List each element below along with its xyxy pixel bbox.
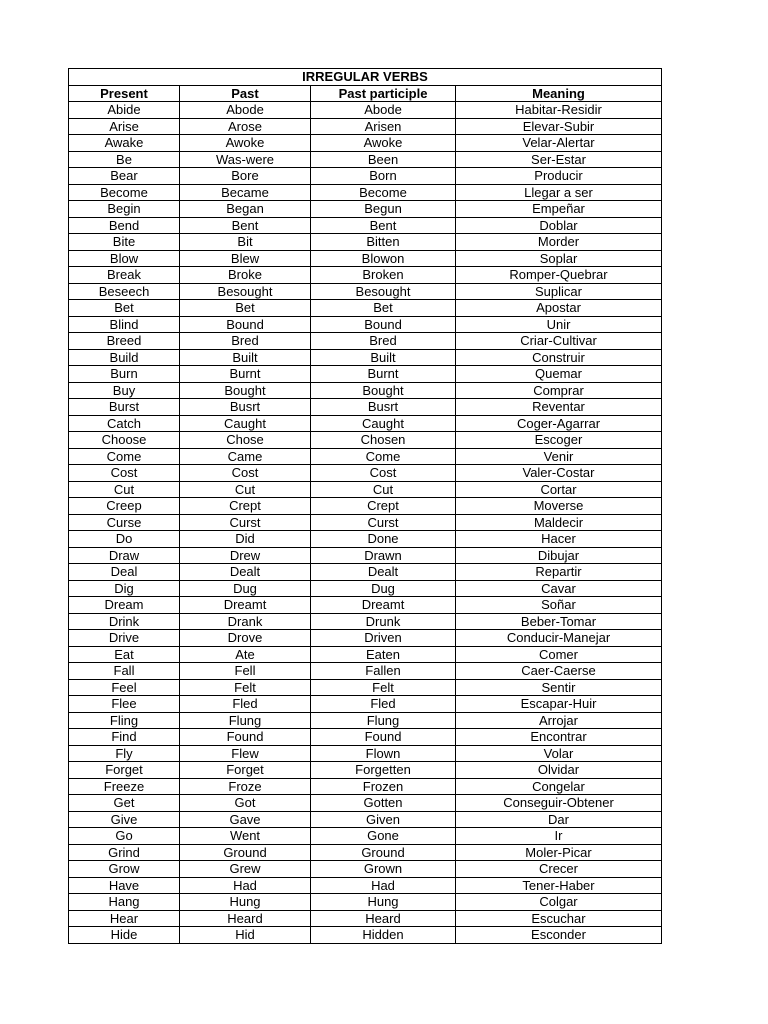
cell-past: Abode xyxy=(180,102,311,119)
cell-past-participle: Awoke xyxy=(311,135,456,152)
cell-present: Fly xyxy=(69,745,180,762)
cell-meaning: Caer-Caerse xyxy=(456,663,662,680)
cell-present: Blow xyxy=(69,250,180,267)
cell-past: Became xyxy=(180,184,311,201)
cell-past: Found xyxy=(180,729,311,746)
cell-present: Feel xyxy=(69,679,180,696)
cell-present: Bend xyxy=(69,217,180,234)
cell-present: Hide xyxy=(69,927,180,944)
cell-meaning: Cortar xyxy=(456,481,662,498)
cell-past-participle: Born xyxy=(311,168,456,185)
cell-present: Forget xyxy=(69,762,180,779)
cell-past: Bred xyxy=(180,333,311,350)
cell-past: Ground xyxy=(180,844,311,861)
cell-present: Beseech xyxy=(69,283,180,300)
cell-meaning: Dibujar xyxy=(456,547,662,564)
cell-past: Had xyxy=(180,877,311,894)
cell-past-participle: Eaten xyxy=(311,646,456,663)
cell-past: Drove xyxy=(180,630,311,647)
cell-present: Arise xyxy=(69,118,180,135)
cell-past: Grew xyxy=(180,861,311,878)
table-row xyxy=(69,696,662,713)
cell-meaning: Ir xyxy=(456,828,662,845)
cell-past: Began xyxy=(180,201,311,218)
cell-past-participle: Dealt xyxy=(311,564,456,581)
cell-present: Find xyxy=(69,729,180,746)
cell-past: Froze xyxy=(180,778,311,795)
table-row xyxy=(69,877,662,894)
cell-meaning: Esconder xyxy=(456,927,662,944)
table-row xyxy=(69,795,662,812)
cell-meaning: Beber-Tomar xyxy=(456,613,662,630)
cell-past: Felt xyxy=(180,679,311,696)
table-row xyxy=(69,234,662,251)
cell-past-participle: Gotten xyxy=(311,795,456,812)
table-title: IRREGULAR VERBS xyxy=(69,69,662,86)
cell-meaning: Encontrar xyxy=(456,729,662,746)
cell-meaning: Escoger xyxy=(456,432,662,449)
cell-present: Give xyxy=(69,811,180,828)
table-row xyxy=(69,102,662,119)
cell-past-participle: Fled xyxy=(311,696,456,713)
cell-past: Flung xyxy=(180,712,311,729)
table-row xyxy=(69,745,662,762)
cell-past: Fled xyxy=(180,696,311,713)
table-row xyxy=(69,894,662,911)
cell-meaning: Habitar-Residir xyxy=(456,102,662,119)
cell-past-participle: Caught xyxy=(311,415,456,432)
cell-meaning: Volar xyxy=(456,745,662,762)
table-row xyxy=(69,762,662,779)
cell-present: Get xyxy=(69,795,180,812)
table-row xyxy=(69,448,662,465)
cell-past-participle: Frozen xyxy=(311,778,456,795)
table-row xyxy=(69,415,662,432)
cell-meaning: Elevar-Subir xyxy=(456,118,662,135)
cell-past: Besought xyxy=(180,283,311,300)
cell-past: Busrt xyxy=(180,399,311,416)
table-row xyxy=(69,498,662,515)
cell-past-participle: Blowon xyxy=(311,250,456,267)
cell-present: Awake xyxy=(69,135,180,152)
cell-present: Dig xyxy=(69,580,180,597)
table-row xyxy=(69,349,662,366)
cell-past-participle: Felt xyxy=(311,679,456,696)
table-row xyxy=(69,184,662,201)
cell-past: Dug xyxy=(180,580,311,597)
document-sheet xyxy=(68,68,661,944)
cell-past: Bit xyxy=(180,234,311,251)
cell-meaning: Ser-Estar xyxy=(456,151,662,168)
cell-present: Do xyxy=(69,531,180,548)
table-header-row xyxy=(69,85,662,102)
cell-present: Cost xyxy=(69,465,180,482)
column-header-past-participle: Past participle xyxy=(311,85,456,102)
cell-past-participle: Gone xyxy=(311,828,456,845)
table-row xyxy=(69,382,662,399)
table-row xyxy=(69,630,662,647)
cell-past: Got xyxy=(180,795,311,812)
table-row xyxy=(69,217,662,234)
cell-past: Was-were xyxy=(180,151,311,168)
cell-past: Hung xyxy=(180,894,311,911)
cell-past-participle: Burnt xyxy=(311,366,456,383)
cell-past-participle: Bent xyxy=(311,217,456,234)
cell-past: Caught xyxy=(180,415,311,432)
cell-past-participle: Busrt xyxy=(311,399,456,416)
cell-meaning: Colgar xyxy=(456,894,662,911)
cell-past: Came xyxy=(180,448,311,465)
cell-past-participle: Had xyxy=(311,877,456,894)
cell-present: Deal xyxy=(69,564,180,581)
cell-present: Bite xyxy=(69,234,180,251)
cell-meaning: Moler-Picar xyxy=(456,844,662,861)
cell-present: Draw xyxy=(69,547,180,564)
cell-present: Fall xyxy=(69,663,180,680)
table-row xyxy=(69,300,662,317)
cell-meaning: Venir xyxy=(456,448,662,465)
cell-past: Fell xyxy=(180,663,311,680)
cell-meaning: Coger-Agarrar xyxy=(456,415,662,432)
cell-past-participle: Bet xyxy=(311,300,456,317)
cell-meaning: Empeñar xyxy=(456,201,662,218)
cell-present: Hang xyxy=(69,894,180,911)
table-row xyxy=(69,910,662,927)
table-row xyxy=(69,135,662,152)
cell-past: Cost xyxy=(180,465,311,482)
cell-present: Bear xyxy=(69,168,180,185)
column-header-present: Present xyxy=(69,85,180,102)
cell-past: Did xyxy=(180,531,311,548)
cell-past-participle: Bought xyxy=(311,382,456,399)
cell-past-participle: Cost xyxy=(311,465,456,482)
cell-meaning: Reventar xyxy=(456,399,662,416)
table-row xyxy=(69,267,662,284)
cell-past-participle: Heard xyxy=(311,910,456,927)
cell-present: Buy xyxy=(69,382,180,399)
table-row xyxy=(69,514,662,531)
cell-past-participle: Done xyxy=(311,531,456,548)
cell-present: Eat xyxy=(69,646,180,663)
table-row xyxy=(69,580,662,597)
cell-present: Come xyxy=(69,448,180,465)
cell-past: Broke xyxy=(180,267,311,284)
table-row xyxy=(69,432,662,449)
cell-present: Burn xyxy=(69,366,180,383)
cell-meaning: Criar-Cultivar xyxy=(456,333,662,350)
column-header-past: Past xyxy=(180,85,311,102)
cell-past: Cut xyxy=(180,481,311,498)
cell-present: Grow xyxy=(69,861,180,878)
cell-present: Go xyxy=(69,828,180,845)
cell-present: Fling xyxy=(69,712,180,729)
cell-present: Catch xyxy=(69,415,180,432)
cell-meaning: Congelar xyxy=(456,778,662,795)
cell-past-participle: Become xyxy=(311,184,456,201)
cell-past-participle: Curst xyxy=(311,514,456,531)
cell-past-participle: Flung xyxy=(311,712,456,729)
cell-past-participle: Flown xyxy=(311,745,456,762)
cell-present: Break xyxy=(69,267,180,284)
cell-past-participle: Ground xyxy=(311,844,456,861)
table-row xyxy=(69,151,662,168)
cell-meaning: Quemar xyxy=(456,366,662,383)
cell-meaning: Soñar xyxy=(456,597,662,614)
table-row xyxy=(69,861,662,878)
cell-past-participle: Been xyxy=(311,151,456,168)
cell-present: Hear xyxy=(69,910,180,927)
cell-meaning: Tener-Haber xyxy=(456,877,662,894)
cell-present: Freeze xyxy=(69,778,180,795)
cell-present: Choose xyxy=(69,432,180,449)
cell-past-participle: Begun xyxy=(311,201,456,218)
cell-past: Heard xyxy=(180,910,311,927)
cell-present: Begin xyxy=(69,201,180,218)
cell-past-participle: Grown xyxy=(311,861,456,878)
cell-past: Bought xyxy=(180,382,311,399)
cell-present: Drive xyxy=(69,630,180,647)
table-row xyxy=(69,366,662,383)
table-row xyxy=(69,927,662,944)
cell-present: Burst xyxy=(69,399,180,416)
cell-present: Creep xyxy=(69,498,180,515)
table-row xyxy=(69,118,662,135)
cell-meaning: Llegar a ser xyxy=(456,184,662,201)
cell-meaning: Morder xyxy=(456,234,662,251)
cell-past: Flew xyxy=(180,745,311,762)
cell-past-participle: Besought xyxy=(311,283,456,300)
cell-past-participle: Found xyxy=(311,729,456,746)
table-row xyxy=(69,844,662,861)
cell-past-participle: Built xyxy=(311,349,456,366)
cell-present: Flee xyxy=(69,696,180,713)
table-row xyxy=(69,168,662,185)
cell-past-participle: Hidden xyxy=(311,927,456,944)
table-row xyxy=(69,828,662,845)
cell-meaning: Cavar xyxy=(456,580,662,597)
cell-present: Build xyxy=(69,349,180,366)
cell-past: Ate xyxy=(180,646,311,663)
table-row xyxy=(69,465,662,482)
cell-past: Bore xyxy=(180,168,311,185)
table-row xyxy=(69,613,662,630)
cell-past-participle: Bound xyxy=(311,316,456,333)
cell-meaning: Sentir xyxy=(456,679,662,696)
cell-meaning: Escuchar xyxy=(456,910,662,927)
table-row xyxy=(69,646,662,663)
cell-present: Dream xyxy=(69,597,180,614)
cell-past: Chose xyxy=(180,432,311,449)
cell-past: Blew xyxy=(180,250,311,267)
table-row xyxy=(69,564,662,581)
cell-past: Dreamt xyxy=(180,597,311,614)
table-row xyxy=(69,399,662,416)
cell-past-participle: Driven xyxy=(311,630,456,647)
cell-meaning: Hacer xyxy=(456,531,662,548)
table-row xyxy=(69,481,662,498)
table-row xyxy=(69,729,662,746)
table-row xyxy=(69,531,662,548)
cell-past-participle: Come xyxy=(311,448,456,465)
cell-meaning: Maldecir xyxy=(456,514,662,531)
cell-past-participle: Dreamt xyxy=(311,597,456,614)
table-row xyxy=(69,250,662,267)
cell-past: Drew xyxy=(180,547,311,564)
cell-past: Dealt xyxy=(180,564,311,581)
cell-meaning: Conducir-Manejar xyxy=(456,630,662,647)
cell-past: Awoke xyxy=(180,135,311,152)
cell-past: Forget xyxy=(180,762,311,779)
table-row xyxy=(69,283,662,300)
cell-meaning: Valer-Costar xyxy=(456,465,662,482)
cell-past: Bet xyxy=(180,300,311,317)
cell-meaning: Doblar xyxy=(456,217,662,234)
table-body xyxy=(69,102,662,944)
cell-present: Be xyxy=(69,151,180,168)
cell-past-participle: Arisen xyxy=(311,118,456,135)
cell-meaning: Velar-Alertar xyxy=(456,135,662,152)
table-title-row xyxy=(69,69,662,86)
cell-meaning: Conseguir-Obtener xyxy=(456,795,662,812)
cell-past-participle: Abode xyxy=(311,102,456,119)
cell-meaning: Olvidar xyxy=(456,762,662,779)
cell-meaning: Repartir xyxy=(456,564,662,581)
cell-meaning: Comprar xyxy=(456,382,662,399)
column-header-meaning: Meaning xyxy=(456,85,662,102)
cell-meaning: Escapar-Huir xyxy=(456,696,662,713)
cell-past: Curst xyxy=(180,514,311,531)
cell-meaning: Unir xyxy=(456,316,662,333)
cell-past: Drank xyxy=(180,613,311,630)
table-row xyxy=(69,316,662,333)
cell-past: Gave xyxy=(180,811,311,828)
cell-present: Grind xyxy=(69,844,180,861)
cell-past-participle: Given xyxy=(311,811,456,828)
cell-past-participle: Cut xyxy=(311,481,456,498)
table-row xyxy=(69,547,662,564)
cell-past: Arose xyxy=(180,118,311,135)
cell-past: Built xyxy=(180,349,311,366)
table-row xyxy=(69,597,662,614)
cell-past: Bent xyxy=(180,217,311,234)
table-row xyxy=(69,333,662,350)
cell-past: Hid xyxy=(180,927,311,944)
cell-past-participle: Bred xyxy=(311,333,456,350)
cell-meaning: Producir xyxy=(456,168,662,185)
cell-past: Went xyxy=(180,828,311,845)
cell-past-participle: Broken xyxy=(311,267,456,284)
cell-present: Bet xyxy=(69,300,180,317)
cell-past-participle: Fallen xyxy=(311,663,456,680)
table-row xyxy=(69,712,662,729)
cell-past-participle: Forgetten xyxy=(311,762,456,779)
cell-meaning: Moverse xyxy=(456,498,662,515)
cell-meaning: Comer xyxy=(456,646,662,663)
cell-meaning: Apostar xyxy=(456,300,662,317)
cell-present: Become xyxy=(69,184,180,201)
cell-present: Abide xyxy=(69,102,180,119)
table-row xyxy=(69,201,662,218)
cell-meaning: Crecer xyxy=(456,861,662,878)
cell-meaning: Arrojar xyxy=(456,712,662,729)
cell-present: Breed xyxy=(69,333,180,350)
table-row xyxy=(69,663,662,680)
cell-meaning: Soplar xyxy=(456,250,662,267)
cell-past: Bound xyxy=(180,316,311,333)
table-row xyxy=(69,778,662,795)
cell-past: Crept xyxy=(180,498,311,515)
cell-present: Drink xyxy=(69,613,180,630)
cell-past-participle: Crept xyxy=(311,498,456,515)
cell-present: Blind xyxy=(69,316,180,333)
cell-meaning: Suplicar xyxy=(456,283,662,300)
irregular-verbs-table xyxy=(68,68,662,944)
cell-present: Cut xyxy=(69,481,180,498)
cell-past-participle: Drunk xyxy=(311,613,456,630)
cell-past-participle: Bitten xyxy=(311,234,456,251)
cell-meaning: Dar xyxy=(456,811,662,828)
cell-past-participle: Drawn xyxy=(311,547,456,564)
cell-past-participle: Hung xyxy=(311,894,456,911)
cell-past-participle: Dug xyxy=(311,580,456,597)
cell-past-participle: Chosen xyxy=(311,432,456,449)
table-row xyxy=(69,811,662,828)
cell-meaning: Construir xyxy=(456,349,662,366)
table-row xyxy=(69,679,662,696)
cell-past: Burnt xyxy=(180,366,311,383)
cell-present: Curse xyxy=(69,514,180,531)
cell-meaning: Romper-Quebrar xyxy=(456,267,662,284)
cell-present: Have xyxy=(69,877,180,894)
